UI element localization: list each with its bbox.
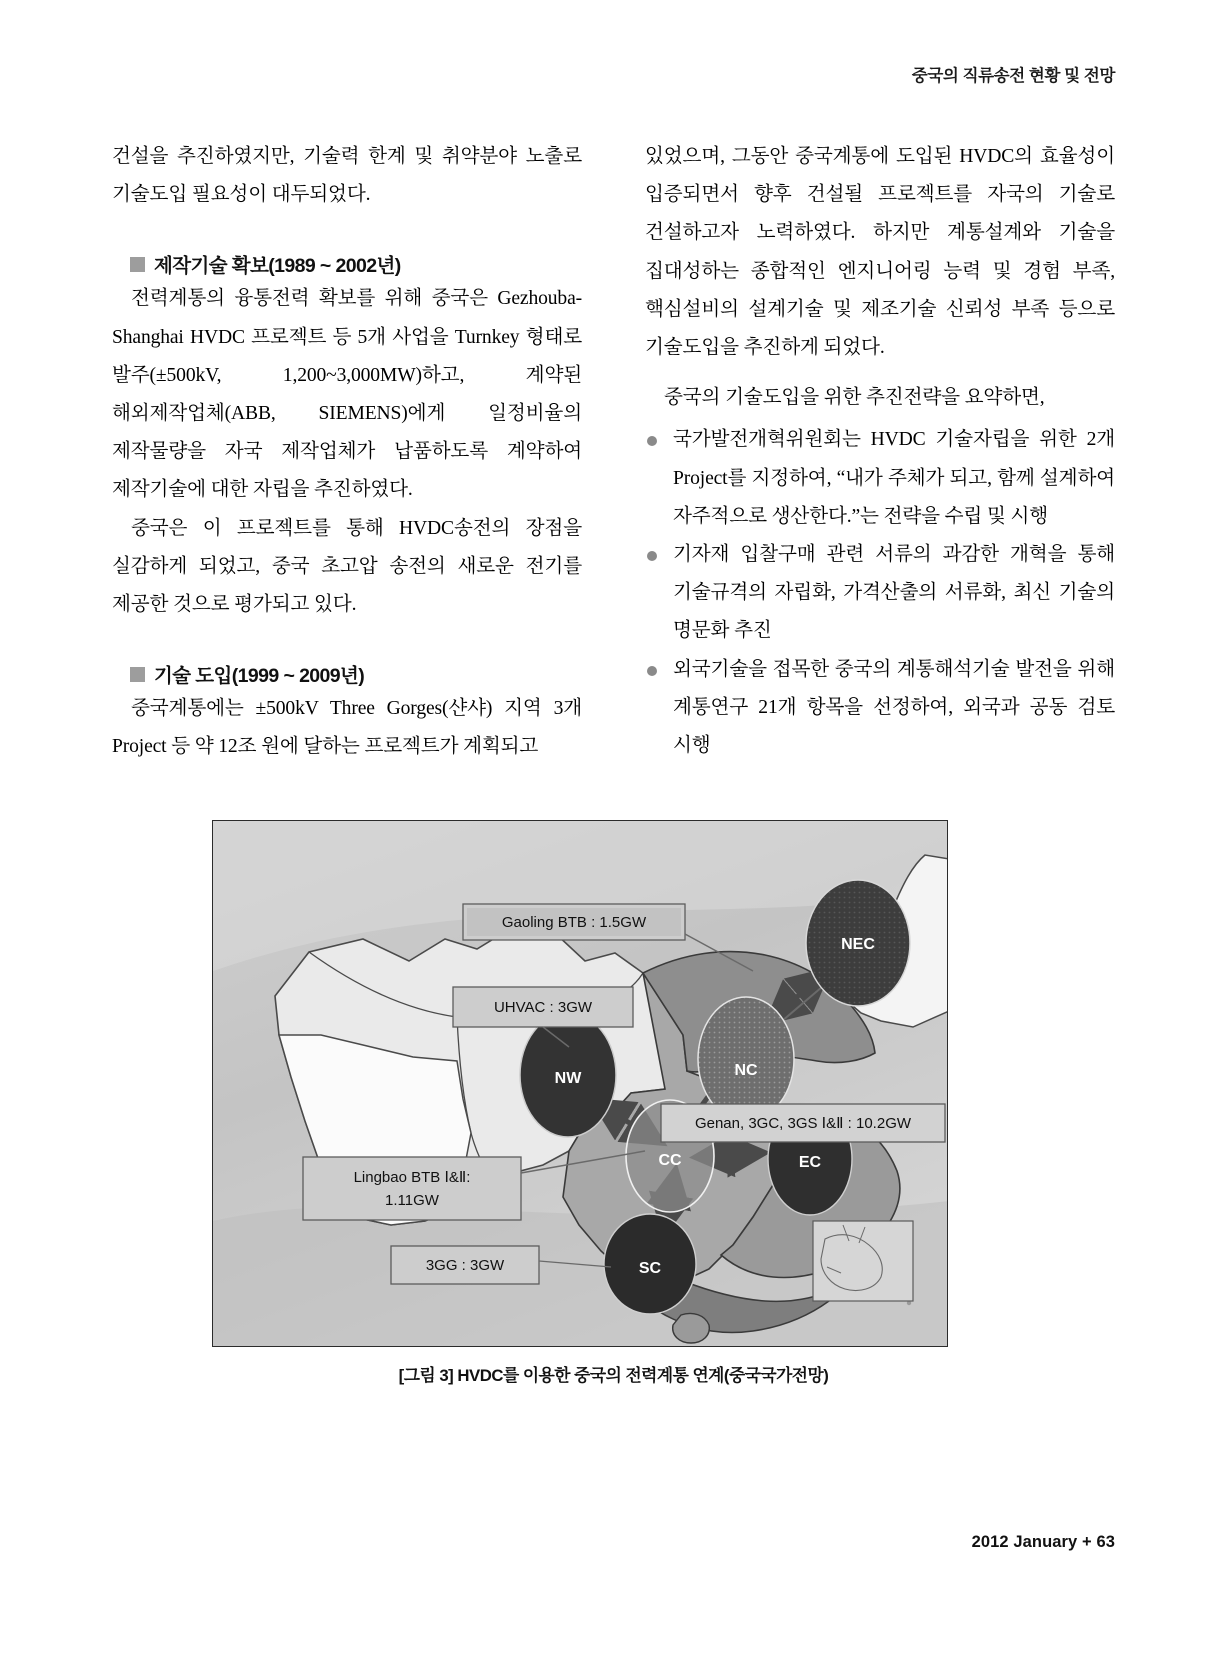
region-node-label: NW <box>554 1070 582 1087</box>
callout-label: Gaoling BTB : 1.5GW <box>501 914 647 931</box>
list-item-text: 국가발전개혁위원회는 HVDC 기술자립을 위한 2개 Project를 지정하여, “내가 주체가 되고, 함께 설계하여 자주적으로 생산한다.”는 전략을 수립 및 시행 <box>673 429 1115 527</box>
list-item-text: 기자재 입찰구매 관련 서류의 과감한 개혁을 통해 기술규격의 자립화, 가격산출의 서류화, 최신 기술의 명문화 추진 <box>673 544 1115 642</box>
callout-gaoling <box>463 904 685 940</box>
square-bullet-icon <box>130 257 145 272</box>
region-node-label: SC <box>638 1260 662 1277</box>
section1-paragraph-1: 전력계통의 융통전력 확보를 위해 중국은 Gezhouba-Shanghai HVDC 프로젝트 등 5개 사업을 Turnkey 형태로 발주(±500kV, 1,200~3,000MW)하고, 계약된 해외제작업체(ABB, SIEMENS)에게 일정비율의 제작물량을 자국 제작업체가 납품하도록 계약하여 제작기술에 대한 자립을 추진하였다. <box>112 288 582 501</box>
callout-label-line1: Lingbao BTB Ⅰ&Ⅱ: <box>353 1169 471 1186</box>
column-spacer <box>645 367 1115 379</box>
bullet-dot-icon <box>647 551 657 561</box>
list-item <box>645 421 1115 536</box>
section-heading-label: 제작기술 확보(1989 ~ 2002년) <box>154 255 401 278</box>
inset-minimap <box>813 1221 913 1301</box>
square-bullet-icon <box>130 667 145 682</box>
article-columns <box>112 138 1115 767</box>
bullet-dot-icon <box>647 436 657 446</box>
section-heading-manufacturing <box>130 250 582 278</box>
list-item <box>645 536 1115 651</box>
region-node-label: NC <box>734 1062 758 1079</box>
callout-label-line2: 1.11GW <box>385 1192 439 1209</box>
section1-paragraph-2: 중국은 이 프로젝트를 통해 HVDC송전의 장점을 실감하게 되었고, 중국 초고압 송전의 새로운 전기를 제공한 것으로 평가되고 있다. <box>112 517 582 616</box>
strategy-lead-in: 중국의 기술도입을 위한 추진전략을 요약하면, <box>664 387 1045 409</box>
list-item-text: 외국기술을 접목한 중국의 계통해석기술 발전을 위해 계통연구 21개 항목을 선정하여, 외국과 공동 검토 시행 <box>673 658 1115 757</box>
right-column <box>645 138 1115 767</box>
callout-label: Genan, 3GC, 3GS Ⅰ&Ⅱ : 10.2GW <box>694 1115 912 1132</box>
list-item <box>645 651 1115 766</box>
region-node-label: NEC <box>841 936 875 953</box>
callout-label: UHVAC : 3GW <box>493 999 593 1016</box>
callout-3gg <box>391 1246 539 1284</box>
left-column <box>112 138 582 767</box>
callout-label: 3GG : 3GW <box>425 1257 505 1274</box>
strategy-bullet-list <box>645 421 1115 765</box>
section-heading-label: 기술 도입(1999 ~ 2009년) <box>154 665 365 688</box>
callout-lingbao <box>303 1157 521 1220</box>
running-header: 중국의 직류송전 현황 및 전망 <box>911 67 1115 85</box>
china-hvdc-map-svg <box>213 821 948 1347</box>
region-node-nc <box>698 997 794 1121</box>
section2-paragraph-1: 중국계통에는 ±500kV Three Gorges(샨샤) 지역 3개 Project 등 약 12조 원에 달하는 프로젝트가 계획되고 <box>112 698 582 758</box>
figure-hvdc-china-map <box>212 820 948 1347</box>
callout-genan <box>661 1104 945 1142</box>
bullet-dot-icon <box>647 666 657 676</box>
region-node-label: CC <box>658 1152 682 1169</box>
callout-uhvac <box>453 987 633 1027</box>
region-node-label: EC <box>798 1154 822 1171</box>
page-footer: 2012 January + 63 <box>971 1533 1115 1551</box>
section-heading-technology-import <box>130 660 582 688</box>
right-paragraph-continued: 있었으며, 그동안 중국계통에 도입된 HVDC의 효율성이 입증되면서 향후 건설될 프로젝트를 자국의 기술로 건설하고자 노력하였다. 하지만 계통설계와 기술을 집대성하는 종합적인 엔지니어링 능력 및 경험 부족, 핵심설비의 설계기술 및 제조기술 신뢰성 부족 등으로 기술도입을 추진하게 되었다. <box>645 146 1115 359</box>
figure-caption: [그림 3] HVDC를 이용한 중국의 전력계통 연계(중국국가전망) <box>398 1366 829 1385</box>
left-paragraph-continued: 건설을 추진하였지만, 기술력 한계 및 취약분야 노출로 기술도입 필요성이 대두되었다. <box>112 146 582 206</box>
